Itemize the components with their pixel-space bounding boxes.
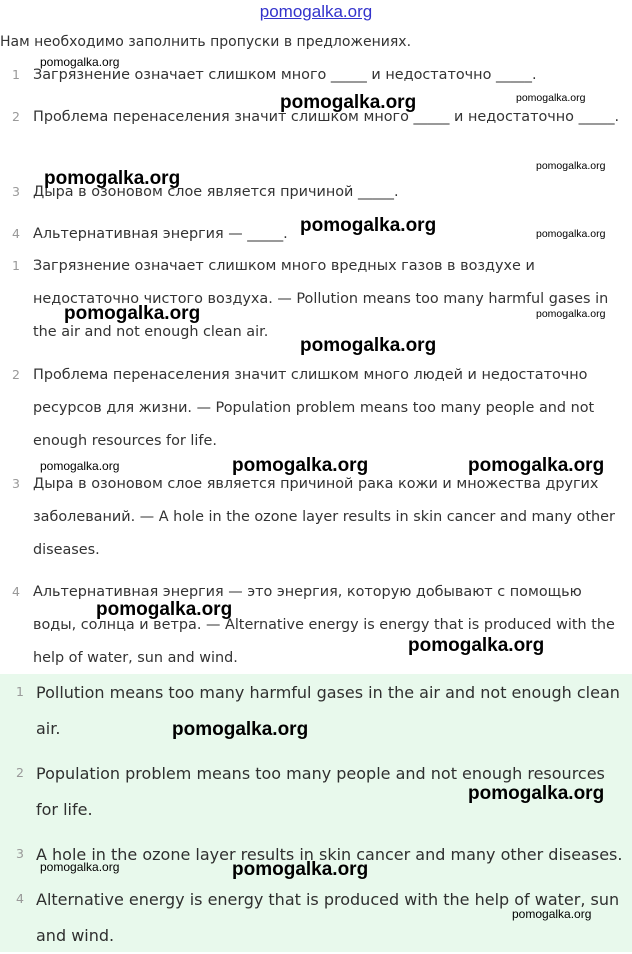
- item-number: 1: [12, 67, 20, 82]
- item-text: Дыра в озоновом слое является причиной _____.: [33, 184, 399, 200]
- item-number: 4: [16, 891, 24, 906]
- watermark: pomogalka.org: [468, 455, 605, 476]
- site-link[interactable]: pomogalka.org: [259, 2, 373, 21]
- item-text: Загрязнение означает слишком много _____ и недостаточно _____.: [33, 67, 537, 83]
- watermark: pomogalka.org: [232, 455, 369, 476]
- item-number: 3: [12, 476, 20, 491]
- watermark: pomogalka.org: [44, 168, 181, 189]
- item-number: 2: [12, 109, 20, 124]
- item-text: Загрязнение означает слишком много вредных газов в воздухе и недостаточно чистого воздуха. — Pollution means too many harmful gases in the air and not enough clean air.: [33, 258, 609, 340]
- watermark: pomogalka.org: [64, 303, 201, 324]
- item-text: Альтернативная энергия — это энергия, которую добывают с помощью воды, солнца и ветра. — Alternative energy is energy that is produced with the help of water, sun and wind.: [33, 584, 615, 666]
- item-number: 2: [12, 367, 20, 382]
- item-text: A hole in the ozone layer results in skin cancer and many other diseases.: [36, 845, 623, 864]
- watermark: pomogalka.org: [536, 160, 606, 172]
- item-text: Alternative energy is energy that is produced with the help of water, sun and wind.: [36, 890, 620, 945]
- watermark: pomogalka.org: [280, 92, 417, 113]
- item-text: Альтернативная энергия — _____.: [33, 226, 288, 242]
- item-number: 4: [12, 584, 20, 599]
- item-text: Population problem means too many people and not enough resources for life.: [36, 764, 605, 819]
- watermark: pomogalka.org: [468, 783, 605, 804]
- item-number: 3: [16, 846, 24, 861]
- item-text: Pollution means too many harmful gases in the air and not enough clean air.: [36, 683, 620, 738]
- watermark: pomogalka.org: [40, 55, 120, 69]
- watermark: pomogalka.org: [40, 860, 120, 874]
- item-text: Дыра в озоновом слое является причиной рака кожи и множества других заболеваний. — A hole in the ozone layer results in skin cancer and many other diseases.: [33, 476, 615, 558]
- watermark: pomogalka.org: [512, 907, 592, 921]
- watermark: pomogalka.org: [96, 599, 233, 620]
- item-number: 3: [12, 184, 20, 199]
- watermark: pomogalka.org: [408, 635, 545, 656]
- watermark: pomogalka.org: [300, 215, 437, 236]
- watermark: pomogalka.org: [40, 459, 120, 473]
- watermark: pomogalka.org: [536, 308, 606, 320]
- watermark: pomogalka.org: [536, 228, 606, 240]
- item-text: Проблема перенаселения значит слишком много людей и недостаточно ресурсов для жизни. — Population problem means too many people and not enough resources for life.: [33, 367, 595, 449]
- intro-text: Нам необходимо заполнить пропуски в предложениях.: [0, 34, 412, 50]
- item-number: 1: [16, 684, 24, 699]
- item-number: 2: [16, 765, 24, 780]
- item-text: Проблема перенаселения значит слишком много _____ и недостаточно _____.: [33, 109, 620, 125]
- watermark: pomogalka.org: [300, 335, 437, 356]
- watermark: pomogalka.org: [172, 719, 309, 740]
- watermark: pomogalka.org: [232, 859, 369, 880]
- item-number: 1: [12, 258, 20, 273]
- watermark: pomogalka.org: [516, 92, 586, 104]
- item-number: 4: [12, 226, 20, 241]
